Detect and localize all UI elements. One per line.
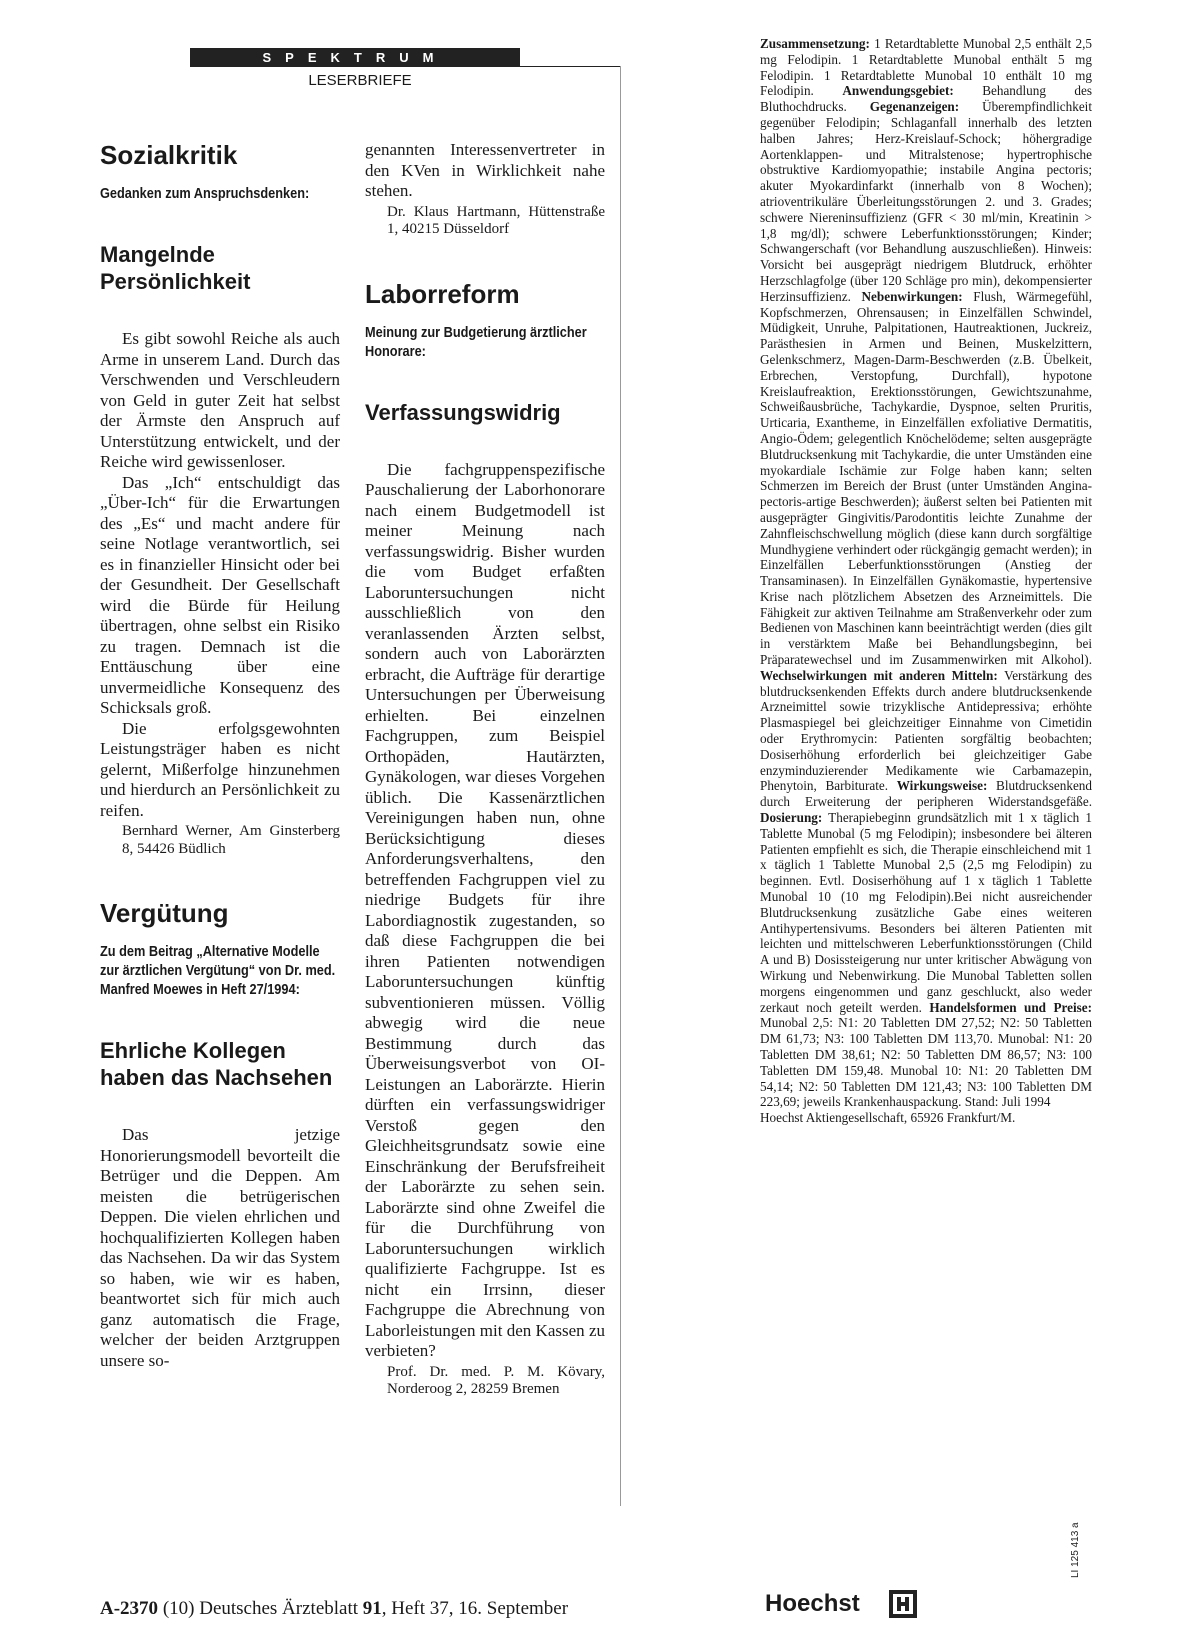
- letter3-topic: Laborreform: [365, 278, 520, 309]
- letter2-paragraph-end: genannten Interessenvertreter in den KVen in Wirklichkeit nahe stehen.: [365, 140, 605, 200]
- letter3-title: Verfassungswidrig: [365, 399, 561, 425]
- drug-info-label: Gegenanzeigen:: [869, 99, 960, 115]
- drug-info-section-text: Verstärkung des blutdrucksenkenden Effekts durch andere blutdrucksenkende Arzneimittel sowie trizyklische Antidepressiva; erhöhte Plasmaspiegel bei gleichzeitiger Einnahme von Cimetidin oder Erythromycin: Patienten sorgfältig beobachten; Dosiserhöhung erforderlich bei gleichzeitiger Gabe enzyminduzierender Medikamente wie Carbamazepin, Phenytoin, Barbiturate.: [760, 667, 1093, 794]
- letter3-paragraph: Die fachgruppenspezifische Pauschalierung der Laborhonorare nach einem Budgetmodell ist meiner Meinung nach verfassungswidrig. Bisher wurden die vom Budget erfaßten Laboruntersuchungen nicht ausschließlich von den veranlassenden Ärzten selbst, sondern auch von Laborärzten erbracht, die Aufträge für derartige Untersuchungen per Überweisung erhielten. Bei einzelnen Fachgruppen, zum Beispiel Orthopäden, Hautärzten, Gynäkologen, war dieses Vorgehen üblich. Die Kassenärztlichen Vereinigungen haben nun, ohne Berücksichtigung dieses Anforderungsverhaltens, den betreffenden Fachgruppen viel zu niedrige Budgets für ihre Labordiagnostik zugestanden, so daß diese Fachgruppen die bei ihren Patienten notwendigen Laboruntersuchungen künftig subventionieren müssen. Völlig abwegig wird die neue Bestimmung durch das Überweisungsverbot von OI-Leistungen an Laborärzte. Hierin dürften ein verfassungswidriger Verstoß gegen den Gleichheitsgrundsatz sowie eine Einschränkung der Berufsfreiheit der Laborärzte zu sehen sein. Laborärzte sind ohne Zweifel die für die Durchführung von Laboruntersuchungen wirklich qualifizierte Fachgruppe. Ist es nicht ein Irrsinn, dieser Fachgruppe die Abrechnung von Laborleistungen mit den Kassen zu verbieten?: [365, 459, 605, 1360]
- letter1-paragraph: Es gibt sowohl Reiche als auch Arme in unserem Land. Durch das Verschwenden und Verschleudern von Geld in guter Zeit hat selbst der Ärmste den Anspruch auf Unterstützung entwickelt, und der Reiche wird gewissenloser.: [100, 329, 340, 471]
- drug-info-section-text: Flush, Wärmegefühl, Kopfschmerzen, Ohrensausen; in Einzelfällen Schwindel, Müdigkeit, Unruhe, Palpitationen, Hautreaktionen, Juckreiz, Parästhesien in Armen und Beinen, Muskelzittern, Gelenkschmerz, Magen-Darm-Beschwerden (z.B. Übelkeit, Erbrechen, Verstopfung, Durchfall), hypotone Kreislaufreaktion, Erektionsstörungen, Gewichtszunahme, Schweißausbrüche, Tachykardie, Dyspnoe, selten Pruritis, Urticaria, Exantheme, in Einzelfällen exfoliative Dermatitis, Angio-Ödem; gelegentlich Knöchelödeme; selten ausgeprägte Blutdrucksenkung mit Tachykardie, die unter Umständen eine myokardiale Ischämie zur Folge haben kann; selten Schmerzen im Bereich der Brust (unter Umständen Angina-pectoris-artige Beschwerden); äußerst selten bei Patienten mit ausgeprägter Gingivitis/Parodontitis leichte Zunahme der Zahnfleischschwellung möglich (diese kann durch sorgfältige Mundhygiene verhindert oder rückgängig gemacht werden); in Einzelfällen Leberfunktionsstörungen (Anstieg der Transaminasen). In Einzelfällen Gynäkomastie, hypertensive Krise nach plötzlichem Absetzen des Arzneimittels. Die Fähigkeit zur aktiven Teilnahme am Straßenverkehr oder zum Bedienen von Maschinen kann beeinträchtigt werden (dies gilt in verstärktem Maße bei Behandlungsbeginn, bei Präparatewechsel und im Zusammenwirken mit Alkohol).: [760, 288, 1092, 668]
- header-rule: [520, 66, 620, 67]
- company-line: Hoechst Aktiengesellschaft, 65926 Frankfurt/M.: [760, 1110, 1016, 1126]
- drug-info-label: Dosierung:: [760, 810, 823, 826]
- footer-issue: , Heft 37, 16. September: [381, 1598, 569, 1619]
- letter1-paragraph: Die erfolgsgewohnten Leistungsträger haben es nicht gelernt, Mißerfolge hinzunehmen und hierdurch an Persönlichkeit zu reifen.: [100, 718, 340, 820]
- drug-info-section-text: Blutdrucksenkend durch Erweiterung der peripheren Widerstandsgefäße.: [760, 778, 1092, 810]
- footer-journal: (10) Deutsches Ärzteblatt: [158, 1598, 363, 1619]
- letter1-intro: Gedanken zum Anspruchsdenken:: [100, 185, 310, 202]
- footer-volume: 91: [362, 1598, 382, 1619]
- product-code: LI 125 413 a: [1070, 1522, 1081, 1578]
- letter2-paragraph: Das jetzige Honorierungsmodell bevorteilt die Betrüger und die Deppen. Am meisten die betrügerischen Deppen. Die vielen ehrlichen und hochqualifizierten Kollegen haben das Nachsehen. Da wir das System so haben, wie wir es haben, beantwortet sich für mich auch ganz automatisch die Frage, welcher der beiden Arztgruppen unsere so-: [100, 1125, 340, 1370]
- drug-info-section-text: Behandlung des Bluthochdrucks.: [760, 83, 1093, 115]
- letter2-topic: Vergütung: [100, 898, 229, 928]
- letter1-signature: Bernhard Werner, Am Ginsterberg 8, 54426 Büdlich: [122, 823, 340, 857]
- drug-info-section-text: Überempfindlichkeit gegenüber Felodipin; Schlaganfall innerhalb des letzten halben Jahres; Herz-Kreislauf-Schock; höhergradige Aortenklappen- und Mitralstenose; hypertrophische obstruktive Kardiomyopathie; instabile Angina pectoris; akuter Myokardinfarkt (innerhalb von 8 Wochen); atrioventrikuläre Überleitungsstörungen 2. und 3. Grades; schwere Niereninsuffizienz (GFR < 30 ml/min, Kreatinin > 1,8 mg/dl); schwere Leberfunktionsstörungen; Kinder; Schwangerschaft (vor Behandlung auszuschließen). Hinweis: Vorsicht bei ausgeprägt niedrigem Blutdruck, erhöhter Herzschlagfolge (über 120 Schläge pro min), dekompensierter Herzinsuffizienz.: [760, 99, 1093, 304]
- drug-info-label: Wechselwirkungen mit anderen Mitteln:: [760, 667, 998, 683]
- drug-info-column: [760, 36, 1092, 1126]
- drug-info-section-text: 1 Retardtablette Munobal 2,5 enthält 2,5 mg Felodipin. 1 Retardtablette Munobal enthält 5 mg Felodipin. 1 Retardtablette Munobal 10 enthält 10 mg Felodipin.: [760, 36, 1092, 99]
- hoechst-logo-icon: [888, 1589, 918, 1619]
- letter1-title: Mangelnde Persönlichkeit: [100, 242, 251, 294]
- letter3-signature: Prof. Dr. med. P. M. Kövary, Norderoog 2, 28259 Bremen: [387, 1363, 605, 1397]
- letter3-intro: Meinung zur Budgetierung ärztlicher Honorare:: [365, 323, 587, 360]
- section-banner: SPEKTRUM: [190, 48, 520, 67]
- page-number: A-2370: [100, 1598, 159, 1619]
- page-footer: [100, 1598, 568, 1620]
- drug-info-section-text: Munobal 2,5: N1: 20 Tabletten DM 27,52; N2: 50 Tabletten DM 61,73; N3: 100 Tabletten DM 113,70. Munobal: N1: 20 Tabletten DM 38,61; N2: 50 Tabletten DM 86,57; N3: 100 Tabletten DM 159,48. Munobal 10: N1: 20 Tabletten DM 54,14; N2: 50 Tabletten DM 121,43; N3: 100 Tabletten DM 223,69; jeweils Krankenhauspackung. Stand: Juli 1994: [760, 1015, 1092, 1110]
- spacer: [100, 858, 340, 898]
- letter1-topic: Sozialkritik: [100, 140, 238, 170]
- subsection-label: LESERBRIEFE: [308, 72, 412, 89]
- drug-info-label: Zusammensetzung:: [760, 36, 870, 51]
- letter2-signature: Dr. Klaus Hartmann, Hüttenstraße 1, 40215 Düsseldorf: [387, 203, 605, 237]
- letter1-paragraph: Das „Ich“ entschuldigt das „Über-Ich“ für die Erwartungen des „Es“ und macht andere für seine Notlage verantwortlich, sei es in finanzieller Hinsicht oder bei der Gesundheit. Der Gesellschaft wird die Bürde für Heilung übertragen, ohne selbst ein Risiko zu tragen. Demnach ist die Enttäuschung über eine unvermeidliche Konsequenz des Schicksals groß.: [100, 472, 340, 717]
- column-divider: [620, 66, 621, 1506]
- column-1: [100, 140, 340, 1371]
- letter2-title: Ehrliche Kollegen haben das Nachsehen: [100, 1038, 333, 1090]
- drug-info-label: Anwendungsgebiet:: [842, 83, 954, 99]
- brand-wordmark: Hoechst: [765, 1590, 860, 1617]
- drug-info-text: [760, 36, 1092, 1110]
- drug-info-label: Handelsformen und Preise:: [929, 999, 1093, 1015]
- column-2: [365, 140, 605, 1399]
- drug-info-label: Wirkungsweise:: [896, 778, 988, 794]
- spacer: [365, 239, 605, 279]
- drug-info-label: Nebenwirkungen:: [861, 288, 963, 304]
- letter2-intro: Zu dem Beitrag „Alternative Modelle zur ärztlichen Vergütung“ von Dr. med. Manfred Moewes in Heft 27/1994:: [100, 943, 336, 998]
- drug-info-section-text: Therapiebeginn grundsätzlich mit 1 x täglich 1 Tablette Munobal (5 mg Felodipin); insbesondere bei älteren Patienten empfiehlt es sich, die Therapie einschleichend mit 1 x täglich 1 Tablette Munobal 2,5 (2,5 mg Felodipin) zu beginnen. Evtl. Dosiserhöhung auf 1 x täglich 1 Tablette Munobal 10 (10 mg Felodipin).Bei nicht ausreichender Blutdrucksenkung zusätzliche Gabe eines weiteren Antihypertensivums. Besonders bei älteren Patienten mit leichten und mittelschweren Leberfunktionsstörungen (Child A und B) Dosissteigerung nur unter kritischer Abwägung von Wirkung und Nebenwirkung. Die Munobal Tabletten sollen morgens eingenommen und ganz geschluckt, also weder zerkaut noch geteilt werden.: [760, 810, 1092, 1015]
